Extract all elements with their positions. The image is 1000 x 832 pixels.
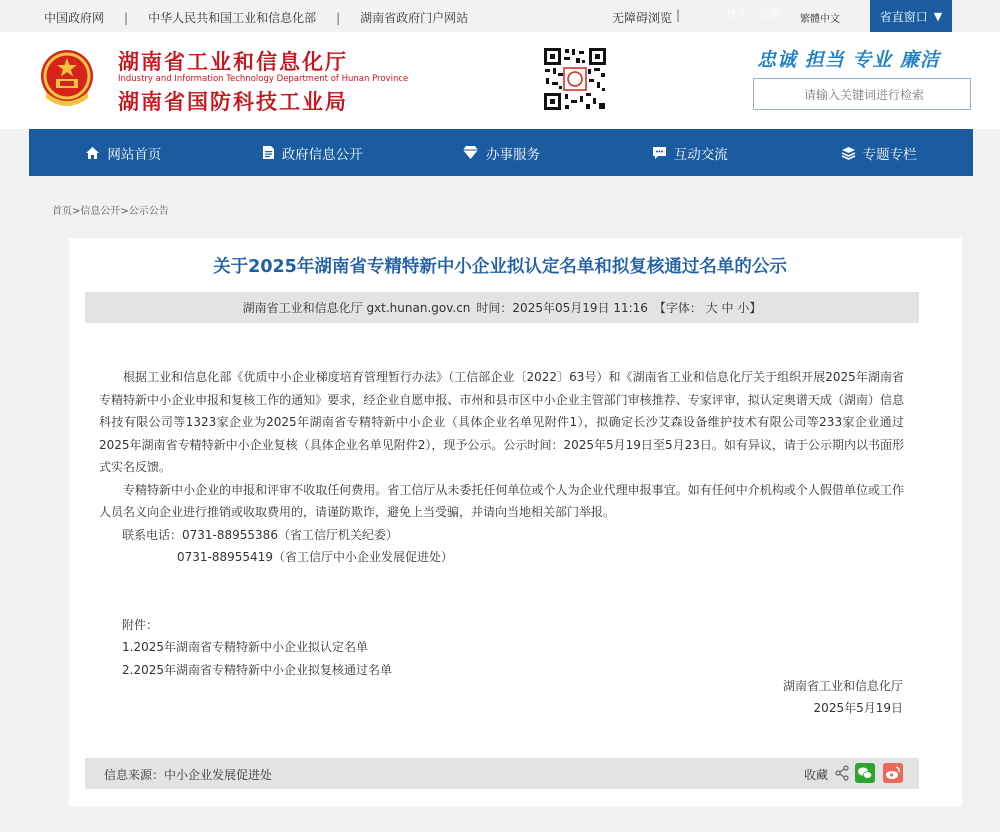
- register-link[interactable]: 注册: [760, 9, 780, 20]
- search-box[interactable]: [753, 78, 971, 110]
- paragraph: 专精特新中小企业的申报和评审不收取任何费用。省工信厅从未委托任何单位或个人为企业代理申报事宜。如有任何中介机构或个人假借单位或工作人员名义向企业进行推销或收取费用的，请谨防欺诈，避免上当受骗，并请向当地相关部门举报。: [99, 482, 904, 519]
- link-miit[interactable]: 中华人民共和国工业和信息化部: [148, 11, 317, 25]
- provincial-window-label: 省直窗口: [879, 9, 928, 24]
- accessibility-link[interactable]: 无障碍浏览: [612, 11, 673, 25]
- article-meta-bar: [85, 292, 919, 323]
- login-link[interactable]: 登录: [726, 9, 746, 20]
- department-name: 湖南省工业和信息化厅: [118, 50, 348, 74]
- document-icon: [262, 145, 275, 160]
- paragraph: 根据工业和信息化部《优质中小企业梯度培育管理暂行办法》（工信部企业〔2022〕63号）和《湖南省工业和信息化厅关于组织开展2025年湖南省专精特新中小企业申报和复核工作的通知》要求，经企业自愿申报、市州和县市区中小企业主管部门审核推荐、专家评审，拟认定奥谱天成（湖南）信息科技有限公司等1323家企业为2025年湖南省专精特新中小企业（具体企业名单见附件1），拟确定长沙艾森设备维护技术有限公司等233家企业通过2025年湖南省专精特新中小企业复核（具体企业名单见附件2），现予公示。公示时间：2025年5月19日至5月23日。如有异议，请于公示期内以书面形式实名反馈。: [99, 370, 904, 474]
- nav-item-services[interactable]: [407, 129, 596, 176]
- share-icon[interactable]: [835, 765, 849, 781]
- attachments-label: 附件：: [122, 617, 159, 632]
- meta-time: 时间：2025年05月19日 11:16: [476, 301, 648, 315]
- font-size-control[interactable]: 【字体： 大 中 小】: [653, 301, 762, 315]
- breadcrumb[interactable]: 首页>信息公开>公示公告: [52, 206, 169, 217]
- caret-down-icon: ▼: [933, 9, 943, 23]
- nav-item-topics[interactable]: [784, 129, 973, 176]
- contact-phone: 联系电话：0731-88955386（省工信厅机关纪委）: [122, 527, 398, 542]
- national-emblem-icon: [38, 48, 96, 110]
- top-bar: [0, 0, 1000, 33]
- attachment-link[interactable]: 2.2025年湖南省专精特新中小企业拟复核通过名单: [122, 662, 392, 677]
- article-body: [99, 366, 904, 681]
- divider: |: [676, 8, 681, 22]
- main-nav: [29, 129, 973, 176]
- link-hunan-gov[interactable]: 湖南省政府门户网站: [360, 11, 469, 25]
- layers-icon: [841, 146, 856, 160]
- wechat-icon[interactable]: [855, 763, 875, 783]
- weibo-icon[interactable]: [883, 763, 903, 783]
- favorite-button[interactable]: 收藏: [804, 768, 829, 782]
- department-name-english: Industry and Information Technology Department of Hunan Province: [118, 74, 409, 84]
- nav-item-gov-info[interactable]: [218, 129, 407, 176]
- signature-org: 湖南省工业和信息化厅: [782, 679, 903, 693]
- nav-item-label: 网站首页: [107, 146, 162, 163]
- signature-block: [700, 675, 903, 719]
- nav-item-interaction[interactable]: [595, 129, 784, 176]
- qr-code-icon: [542, 46, 608, 112]
- nav-item-home[interactable]: [29, 129, 218, 176]
- attachment-link[interactable]: 1.2025年湖南省专精特新中小企业拟认定名单: [122, 640, 368, 654]
- chat-icon: [652, 146, 667, 160]
- article-footer-bar: [85, 758, 919, 789]
- divider: |: [336, 10, 341, 25]
- provincial-window-button[interactable]: [870, 0, 952, 32]
- article-title: 关于2025年湖南省专精特新中小企业拟认定名单和拟复核通过名单的公示: [213, 257, 787, 277]
- info-source: 信息来源：中小企业发展促进处: [104, 768, 273, 782]
- search-input[interactable]: [754, 79, 974, 111]
- nav-item-label: 互动交流: [673, 146, 728, 163]
- meta-source: 湖南省工业和信息化厅 gxt.hunan.gov.cn: [242, 301, 471, 315]
- divider: |: [124, 10, 129, 25]
- diamond-icon: [462, 145, 479, 160]
- home-icon: [85, 146, 100, 160]
- signature-date: 2025年5月19日: [813, 701, 903, 715]
- bureau-name: 湖南省国防科技工业局: [118, 90, 348, 114]
- nav-item-label: 政府信息公开: [281, 146, 363, 163]
- contact-phone: 0731-88955419（省工信厅中小企业发展促进处）: [177, 550, 453, 564]
- link-gov[interactable]: 中国政府网: [44, 11, 105, 25]
- slogan: 忠诚 担当 专业 廉洁: [757, 49, 940, 71]
- traditional-chinese-link[interactable]: 繁體中文: [800, 14, 840, 25]
- nav-item-label: 专题专栏: [862, 146, 917, 163]
- top-links: [44, 9, 468, 26]
- nav-item-label: 办事服务: [485, 146, 540, 163]
